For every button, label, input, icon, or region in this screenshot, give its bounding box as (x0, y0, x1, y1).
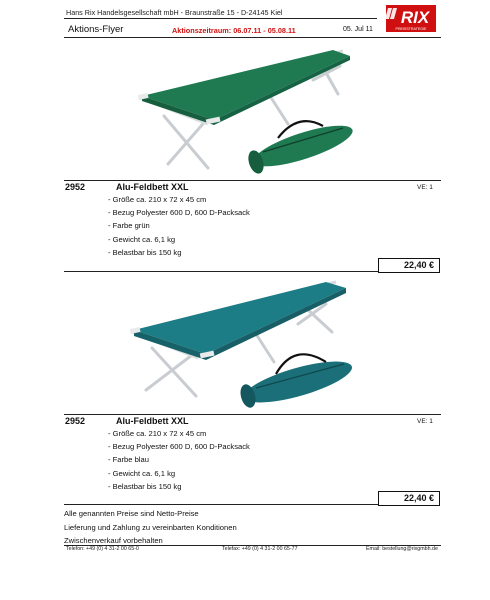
product-2-feature-material: - Bezug Polyester 600 D, 600 D-Packsack (108, 442, 250, 452)
product-2-rule (64, 414, 441, 415)
contact-email[interactable]: Email: bestellung@rixgmbh.de (366, 546, 438, 552)
contact-phone: Telefon: +49 (0) 4 31-2 00 65-0 (66, 546, 139, 552)
header-rule-bottom (64, 37, 441, 38)
product-2-feature-load: - Belastbar bis 150 kg (108, 481, 182, 491)
page-title: Aktions-Flyer (68, 24, 124, 35)
product-2-features (108, 427, 250, 493)
logo-tagline: PREISSTRATEGIE (395, 27, 427, 31)
product-1-rule (64, 180, 441, 181)
header-rule (64, 18, 377, 19)
contact-fax: Telefax: +49 (0) 4 31-2 00 65-77 (222, 546, 298, 552)
product-1-features (108, 193, 250, 259)
product-1-sku: 2952 (65, 182, 86, 192)
product-1-bottom-rule (64, 271, 378, 272)
header-date: 05. Jul 11 (343, 26, 373, 33)
product-2-feature-size: - Größe ca. 210 x 72 x 45 cm (108, 429, 207, 438)
product-image-blue-bed (126, 278, 358, 408)
product-2-ve: VE: 1 (417, 418, 433, 425)
product-2-name: Alu-Feldbett XXL (116, 416, 189, 426)
footer-notes (64, 507, 237, 548)
logo-text: RIX (400, 8, 430, 27)
product-2-price: 22,40 € (378, 491, 440, 506)
product-1-name: Alu-Feldbett XXL (116, 182, 189, 192)
note-reservation: Zwischenverkauf vorbehalten (64, 536, 163, 545)
product-2-sku: 2952 (65, 416, 86, 426)
rix-logo (386, 5, 436, 32)
product-1-feature-weight: - Gewicht ca. 6,1 kg (108, 234, 176, 244)
company-address: Hans Rix Handelsgesellschaft mbH - Braunstraße 15 - D-24145 Kiel (66, 8, 283, 17)
product-1-ve: VE: 1 (417, 184, 433, 191)
product-2-feature-color: - Farbe blau (108, 455, 149, 465)
product-1-feature-size: - Größe ca. 210 x 72 x 45 cm (108, 195, 207, 204)
product-1-price: 22,40 € (378, 258, 440, 273)
product-2-feature-weight: - Gewicht ca. 6,1 kg (108, 468, 176, 478)
note-payment: Lieferung und Zahlung zu vereinbarten Konditionen (64, 522, 237, 532)
product-image-green-bed (128, 46, 358, 176)
product-2-bottom-rule (64, 504, 378, 505)
note-net-prices: Alle genannten Preise sind Netto-Preise (64, 509, 199, 518)
product-1-feature-color: - Farbe grün (108, 221, 150, 231)
product-1-feature-load: - Belastbar bis 150 kg (108, 247, 182, 257)
product-1-feature-material: - Bezug Polyester 600 D, 600 D-Packsack (108, 208, 250, 218)
promotion-period: Aktionszeitraum: 06.07.11 - 05.08.11 (172, 26, 296, 35)
